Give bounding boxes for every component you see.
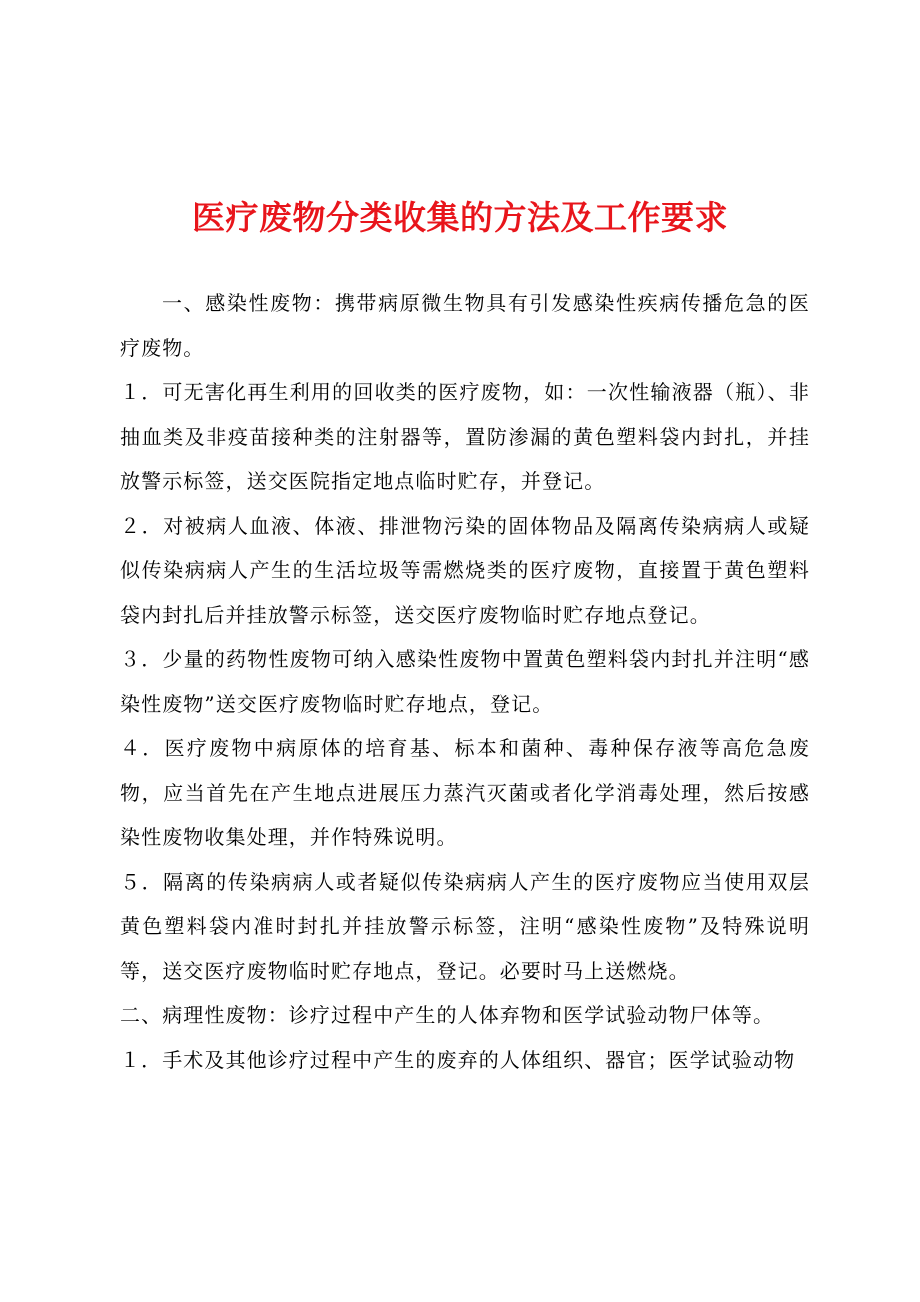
item-1-surgical-waste: １．手术及其他诊疗过程中产生的废弃的人体组织、器官；医学试验动物 (120, 1047, 796, 1072)
item-5-isolation-waste: ５．隔离的传染病病人或者疑似传染病病人产生的医疗废物应当使用双层黄色塑料袋内准时封扎并挂放警示标签，注明“感染性废物”及特殊说明等，送交医疗废物临时贮存地点，登记。必要时马上送燃烧。 (120, 869, 810, 983)
item-2-incineration-waste: ２．对被病人血液、体液、排泄物污染的固体物品及隔离传染病病人或疑似传染病病人产生的生活垃圾等需燃烧类的医疗废物，直接置于黄色塑料袋内封扎后并挂放警示标签，送交医疗废物临时贮存地点登记。 (120, 513, 810, 627)
section-infectious-waste: 一、感染性废物：携带病原微生物具有引发感染性疾病传播危急的医疗废物。 (120, 291, 810, 360)
document-body (120, 281, 810, 1082)
item-4-high-risk-waste: ４．医疗废物中病原体的培育基、标本和菌种、毒种保存液等高危急废物，应当首先在产生地点进展压力蒸汽灭菌或者化学消毒处理，然后按感染性废物收集处理，并作特殊说明。 (120, 736, 810, 849)
section-pathological-waste: 二、病理性废物：诊疗过程中产生的人体弃物和医学试验动物尸体等。 (120, 1003, 775, 1027)
item-3-pharmaceutical-waste: ３．少量的药物性废物可纳入感染性废物中置黄色塑料袋内封扎并注明“感染性废物”送交医疗废物临时贮存地点，登记。 (120, 647, 810, 716)
item-1-recyclable-waste: １．可无害化再生利用的回收类的医疗废物，如：一次性输液器（瓶）、非抽血类及非疫苗接种类的注射器等，置防渗漏的黄色塑料袋内封扎，并挂放警示标签，送交医院指定地点临时贮存，并登记。 (120, 380, 810, 493)
document-title: 医疗废物分类收集的方法及工作要求 (192, 198, 728, 237)
